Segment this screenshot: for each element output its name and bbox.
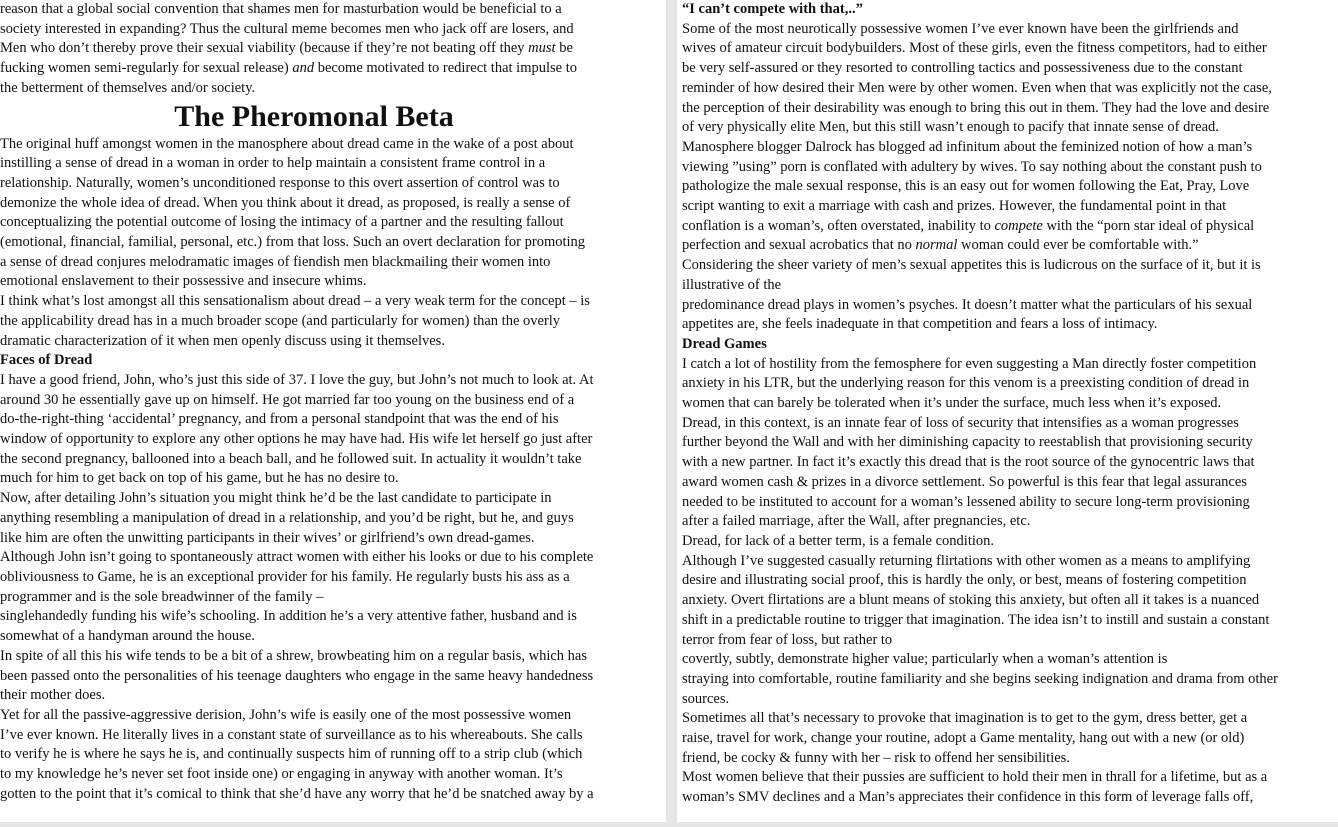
emphasis-text: compete [994,217,1043,234]
text-line: gotten to the point that it’s comical to think that she’d have any worry that he’d be snatched away by a [0,785,594,802]
text-line: wives of amateur circuit bodybuilders. Most of these girls, even the fitness competitors, had to either [682,40,1267,57]
text-line: anything resembling a manipulation of dread in a relationship, and you’d be right, but he, and guys [0,509,574,526]
text-line: of very physically elite Men, but this still wasn’t enough to pacify that innate sense of dread. [682,119,1219,136]
paragraph [682,532,1338,552]
text-segment: woman could ever be comfortable with.” [957,237,1199,254]
paragraph [682,768,1338,807]
paragraph [0,647,662,706]
text-line: been passed onto the personalities of his teenage daughters who engage in the same heavy handedness [0,667,594,684]
text-line: Sometimes all that’s necessary to provoke that imagination is to get to the gym, dress better, get a [682,710,1248,727]
text-line: be very self-assured or they resorted to controlling tactics and possessiveness due to the constant [682,60,1243,77]
text-line: obliviousness to Game, he is an exceptional provider for his family. He regularly busts his ass as a [0,568,570,585]
text-line: anxiety in his LTR, but the underlying reason for this venom is a preexisting condition of dread in [682,375,1250,392]
emphasis-text: and [292,60,315,77]
text-line: conceptualizing the potential outcome of losing the intimacy of a partner and the resulting fallout [0,214,564,231]
text-line [0,39,662,59]
text-line: Although I’ve suggested casually returning flirtations with other women as a means to amplifying [682,552,1251,569]
text-line: somewhat of a handyman around the house. [0,628,255,645]
text-line: The original huff amongst women in the manosphere about dread came in the wake of a post about [0,135,574,152]
text-line: the applicability dread has in a much broader scope (and particularly for women) than the overly [0,312,561,329]
text-line: instilling a sense of dread in a woman in order to help maintain a consistent frame control in a [0,155,546,172]
section-heading-dread-games: Dread Games [682,335,767,352]
text-segment: Men who don’t thereby prove their sexual viability (because if they’re not beating off they [0,40,529,57]
text-line: further beyond the Wall and with her diminishing capacity to reestablish that provisioning security [682,434,1253,451]
text-line: viewing ”using” porn is conflated with adultery by wives. To say nothing about the constant push to [682,158,1262,175]
text-line: pathologize the male sexual response, this is an easy out for women following the Eat, Pray, Love [682,178,1250,195]
paragraph [682,20,1338,138]
text-line: award women cash & prizes in a divorce settlement. So powerful is this fear that legal assurances [682,473,1247,490]
text-line: I think what’s lost amongst all this sensationalism about dread – a very weak term for the concept – is [0,293,590,310]
text-line: dramatic characterization of it when men openly discuss using it themselves. [0,332,445,349]
left-page[interactable] [0,0,666,822]
text-line: anxiety. Overt flirtations are a blunt means of stoking this anxiety, but often all it takes is a nuanced [682,592,1260,609]
section-title: The Pheromonal Beta [174,99,454,133]
text-line: demonize the whole idea of dread. When you think about it dread, as proposed, is really a sense of [0,194,571,211]
text-line: a sense of dread conjures melodramatic images of fiendish men blackmailing their women into [0,253,551,270]
text-line: around 30 he essentially gave up on himself. He got married far too young on the business end of a [0,391,575,408]
text-line: do-the-right-thing ‘accidental’ pregnancy, and from a personal standpoint that was the end of his [0,411,559,428]
emphasis-text: normal [915,237,958,254]
text-line: women that can barely be tolerated when it’s under the surface, much less when it’s exposed. [682,395,1222,412]
text-line: with a new partner. In fact it’s exactly this dread that is the root source of the gynocentric laws that [682,454,1255,471]
paragraph [0,371,662,489]
text-segment: fucking women semi-regularly for sexual release) [0,60,293,77]
text-line: singlehandedly funding his wife’s schooling. In addition he’s a very attentive father, husband and is [0,608,577,625]
text-line: covertly, subtly, demonstrate higher value; particularly when a woman’s attention is [682,651,1168,668]
paragraph [0,706,662,805]
text-line: relationship. Naturally, women’s unconditioned response to this overt assertion of control was to [0,174,560,191]
text-line [682,236,1338,256]
section-heading-faces-of-dread: Faces of Dread [0,352,93,369]
text-segment: become motivated to redirect that impulse to [314,60,577,77]
text-line: appetites are, she feels inadequate in that competition and fears a loss of intimacy. [682,316,1158,333]
page-divider [666,0,677,827]
text-line: Most women believe that their pussies are sufficient to hold their men in thrall for a lifetime, but as a [682,769,1268,786]
text-line: after a failed marriage, after the Wall, after pregnancies, etc. [682,513,1031,530]
paragraph [682,138,1338,335]
paragraph [0,0,662,99]
text-line: Dread, in this context, is an innate fear of loss of security that intensifies as a woman progresses [682,414,1239,431]
text-segment: perfection and sexual acrobatics that no [682,237,916,254]
text-line: Manosphere blogger Dalrock has blogged ad infinitum about the feminized notion of how a man’s [682,138,1253,155]
text-line: Some of the most neurotically possessive women I’ve ever known have been the girlfriends and [682,20,1239,37]
text-line: straying into comfortable, routine familiarity and she begins seeking indignation and drama from other [682,670,1278,687]
text-line: shift in a predictable routine to trigger that imagination. The idea isn’t to instill and sustain a constant [682,611,1270,628]
text-line: the second pregnancy, ballooned into a beach ball, and he followed suit. In actuality it wouldn’t take [0,450,582,467]
section-heading-cant-compete: “I can’t compete with that,..” [682,1,863,17]
text-line: needed to be instituted to account for a woman’s lessened ability to secure long-term provisioning [682,493,1250,510]
paragraph [682,552,1338,710]
paragraph [682,709,1338,768]
text-line: predominance dread plays in women’s psyches. It doesn’t matter what the particulars of his sexual [682,296,1253,313]
text-line: Considering the sheer variety of men’s sexual appetites this is ludicrous on the surface of it, but it is [682,257,1261,274]
text-line: Yet for all the passive-aggressive derision, John’s wife is easily one of the most possessive women [0,706,572,723]
text-line: (emotional, financial, familial, personal, etc.) from that loss. Such an overt declaration for promoting [0,234,586,251]
text-line: Dread, for lack of a better term, is a female condition. [682,532,995,549]
text-line: I have a good friend, John, who’s just this side of 37. I love the guy, but John’s not much to look at. At [0,371,594,388]
text-line: reminder of how desired their Men were by other women. Even when that was explicitly not the case, [682,79,1272,96]
text-line: I’ve ever known. He literally lives in a constant state of surveillance as to his whereabouts. She calls [0,726,583,743]
text-line: much for him to get back on top of his game, but he has no desire to. [0,470,399,487]
text-segment: conflation is a woman’s, often overstated, inability to [682,217,995,234]
text-line: to my knowledge he’s never set foot inside one) or engaging in anyway with another woman. It’s [0,766,563,783]
text-line: Although John isn’t going to spontaneously attract women with either his looks or due to his complete [0,549,594,566]
paragraph [0,489,662,548]
paragraph [682,355,1338,414]
emphasis-text: must [528,40,556,57]
text-segment: with the “porn star ideal of physical [1042,217,1255,234]
paragraph [0,135,662,293]
text-line: the betterment of themselves and/or society. [0,79,256,96]
text-line: illustrative of the [682,276,782,293]
text-line: terror from fear of loss, but rather to [682,631,893,648]
text-line: sources. [682,690,730,707]
text-line: woman’s SMV declines and a Man’s appreciates their confidence in this form of leverage falls off, [682,789,1254,806]
paragraph [0,292,662,351]
text-line: script wanting to exit a marriage with cash and prizes. However, the fundamental point in that [682,198,1227,215]
text-line: programmer and is the sole breadwinner of the family – [0,588,324,605]
text-line: emotional enslavement to their possessive and insecure whims. [0,273,367,290]
text-line: raise, travel for work, change your routine, adopt a Game mentality, hang out with a new (or old) [682,730,1245,747]
right-page-content [677,0,1338,808]
left-page-content [0,0,662,804]
text-segment: be [555,40,573,57]
text-line: window of opportunity to explore any other options he may have had. His wife let herself go just after [0,431,593,448]
text-line: their mother does. [0,687,106,704]
text-line: the perception of their desirability was enough to bring this out in them. They had the love and desire [682,99,1270,116]
text-line: Now, after detailing John’s situation you might think he’d be the last candidate to participate in [0,490,552,507]
paragraph [0,548,662,647]
text-line [0,59,662,79]
text-line [682,217,1338,237]
right-page[interactable] [677,0,1338,822]
text-line: like him are often the unwitting participants in their wives’ or girlfriend’s own dread-games. [0,529,535,546]
text-line: I catch a lot of hostility from the femosphere for even suggesting a Man directly foster competition [682,355,1257,372]
text-line: society interested in expanding? Thus the cultural meme becomes men who jack off are losers, and [0,20,574,37]
text-line: In spite of all this his wife tends to be a bit of a shrew, browbeating him on a regular basis, which has [0,647,587,664]
paragraph [682,414,1338,532]
text-line: friend, be cocky & funny with her – risk to offend her sensibilities. [682,749,1070,766]
text-line: reason that a global social convention that shames men for masturbation would be beneficial to a [0,1,562,17]
text-line: to verify he is where he says he is, and continually suspects him of running off to a strip club (which [0,746,583,763]
text-line: desire and illustrating social proof, this is hardly the only, or best, means of fostering competition [682,572,1247,589]
